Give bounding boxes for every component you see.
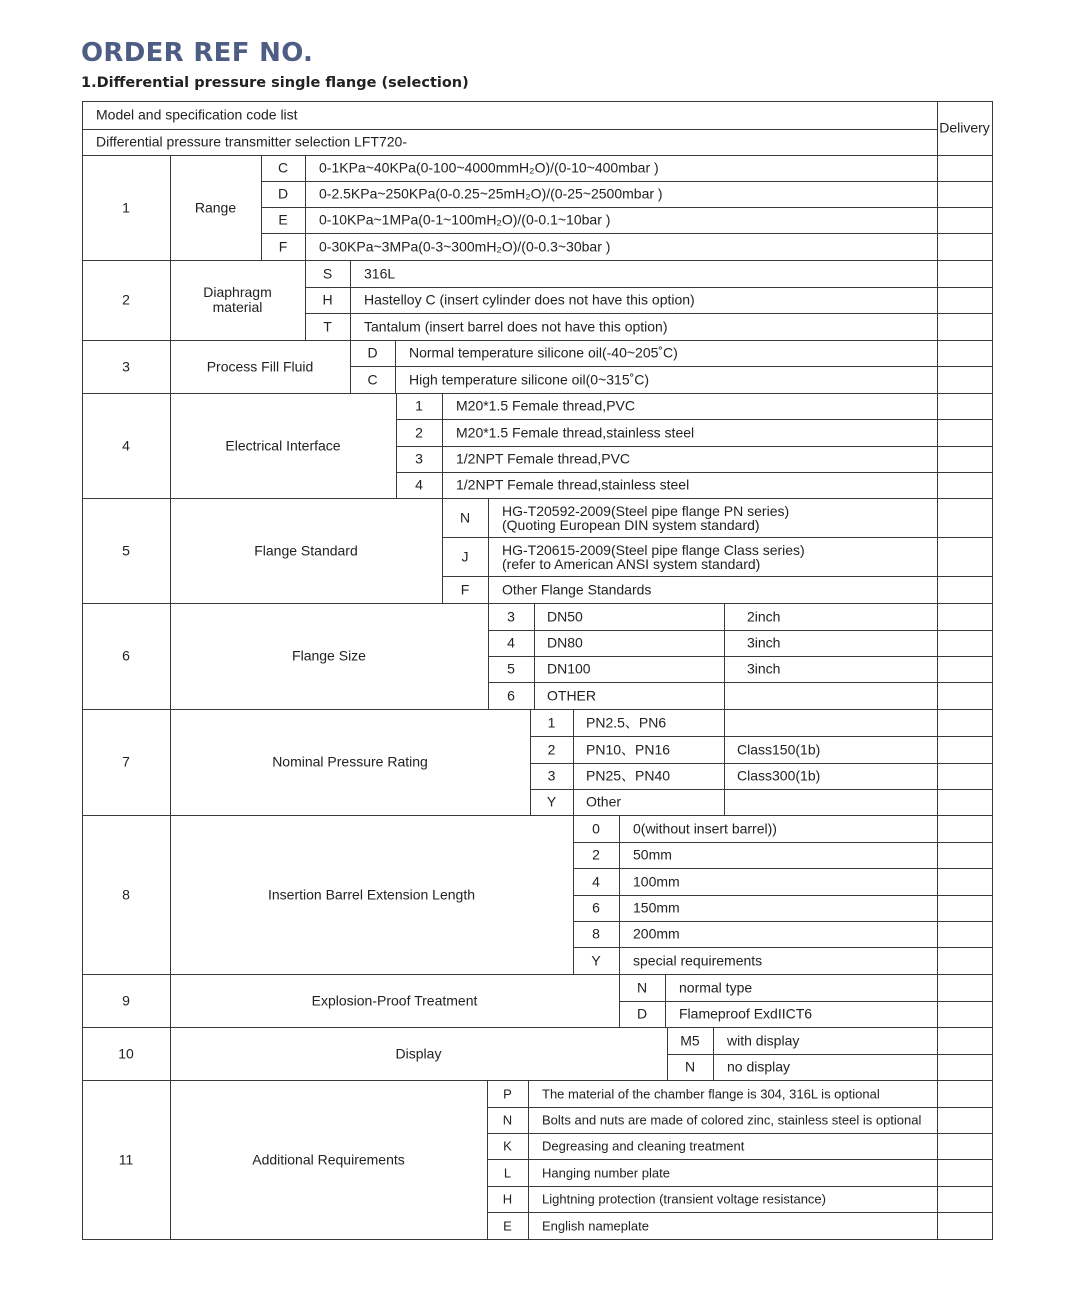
group-name: Flange Size [292, 647, 366, 664]
delivery-cell[interactable] [937, 155, 993, 182]
option-code: H [322, 291, 333, 308]
option-code: N [684, 1058, 696, 1075]
option-description: The material of the chamber flange is 304, 316L is optional [542, 1086, 880, 1101]
option-description: M20*1.5 Female thread,PVC [456, 397, 635, 414]
option-code: E [278, 211, 288, 228]
option-code: K [503, 1138, 512, 1154]
option-extra-cell [724, 682, 938, 710]
option-extra: 3inch [747, 660, 781, 677]
group-number: 5 [122, 542, 130, 558]
option-description: 200mm [633, 925, 680, 942]
group-name: Display [395, 1045, 442, 1061]
group-number: 7 [122, 753, 130, 770]
delivery-cell[interactable] [937, 921, 993, 948]
delivery-cell[interactable] [937, 419, 993, 447]
option-code: T [323, 318, 332, 334]
delivery-cell[interactable] [937, 1133, 993, 1160]
option-description: DN50 [547, 608, 583, 624]
option-code: 6 [592, 899, 600, 916]
group-name: Explosion-Proof Treatment [311, 992, 478, 1008]
option-description: 50mm [633, 846, 672, 863]
option-extra-cell [724, 789, 938, 816]
option-code: Y [546, 793, 557, 810]
option-extra: 2inch [747, 608, 781, 624]
option-description: HG-T20615-2009(Steel pipe flange Class series) (refer to American ANSI system standard) [502, 541, 805, 572]
delivery-cell[interactable] [937, 763, 993, 790]
option-extra: 3inch [747, 634, 781, 651]
group-name: Additional Requirements [252, 1151, 405, 1167]
option-code: D [367, 344, 378, 361]
option-description: DN80 [547, 634, 583, 651]
option-code: S [322, 265, 333, 281]
group-name: Diaphragm material [203, 284, 272, 315]
delivery-cell[interactable] [937, 815, 993, 843]
group-number: 2 [122, 291, 130, 308]
option-description: Normal temperature silicone oil(-40~205˚C) [409, 344, 678, 361]
option-code: 8 [592, 925, 600, 942]
delivery-cell[interactable] [937, 366, 993, 394]
option-code: 3 [415, 450, 423, 467]
option-description: normal type [679, 979, 753, 995]
option-description-cell [350, 260, 938, 288]
option-code: 6 [507, 687, 515, 703]
delivery-cell[interactable] [937, 789, 993, 816]
delivery-cell[interactable] [937, 340, 993, 367]
option-description: Other [586, 793, 622, 810]
option-code: F [460, 581, 470, 597]
option-description: English nameplate [542, 1218, 649, 1233]
option-code: 1 [547, 714, 556, 730]
group-number: 8 [122, 886, 130, 902]
delivery-cell[interactable] [937, 868, 993, 896]
header-selection: Differential pressure transmitter selection LFT720- [96, 133, 407, 150]
group-name: Process Fill Fluid [206, 358, 314, 374]
delivery-cell[interactable] [937, 207, 993, 234]
option-description: PN25、PN40 [586, 767, 671, 784]
delivery-cell[interactable] [937, 947, 993, 975]
delivery-cell[interactable] [937, 1186, 993, 1213]
delivery-cell[interactable] [937, 895, 993, 922]
delivery-cell[interactable] [937, 181, 993, 208]
option-description: High temperature silicone oil(0~315˚C) [409, 371, 650, 387]
option-description: 316L [364, 265, 396, 281]
delivery-cell[interactable] [937, 313, 993, 341]
option-code: 2 [415, 424, 423, 440]
option-code: 5 [507, 660, 515, 677]
group-name: Range [194, 199, 237, 215]
option-code: 3 [507, 608, 515, 624]
option-code: 4 [507, 634, 515, 651]
group-number: 1 [122, 199, 130, 215]
option-code: N [459, 509, 471, 525]
option-description: 150mm [633, 899, 680, 916]
delivery-cell[interactable] [937, 537, 993, 577]
group-name: Flange Standard [254, 542, 358, 558]
option-description: OTHER [547, 687, 596, 703]
delivery-cell[interactable] [937, 974, 993, 1002]
option-description: 0-2.5KPa~250KPa(0-0.25~25mH₂O)/(0-25~2500mbar ) [319, 185, 663, 202]
option-code: P [503, 1086, 512, 1101]
delivery-cell[interactable] [937, 1080, 993, 1108]
option-description: Bolts and nuts are made of colored zinc, stainless steel is optional [542, 1112, 922, 1128]
delivery-cell[interactable] [937, 630, 993, 657]
delivery-cell[interactable] [937, 1054, 993, 1081]
option-description: PN2.5、PN6 [586, 714, 667, 730]
delivery-cell[interactable] [937, 603, 993, 631]
option-description: with display [727, 1032, 800, 1048]
group-number: 6 [122, 647, 130, 664]
group-name: Insertion Barrel Extension Length [267, 886, 476, 902]
option-description: 0-10KPa~1MPa(0-1~100mH₂O)/(0-0.1~10bar ) [319, 211, 611, 228]
group-name: Electrical Interface [225, 437, 341, 453]
option-description: 1/2NPT Female thread,stainless steel [456, 476, 690, 493]
option-description: DN100 [547, 660, 591, 677]
option-description: 100mm [633, 873, 680, 889]
delivery-cell[interactable] [937, 656, 993, 683]
option-description: PN10、PN16 [586, 741, 671, 757]
section-subtitle: 1.Differential pressure single flange (selection) [81, 75, 469, 91]
delivery-cell[interactable] [937, 709, 993, 737]
option-description: 0-1KPa~40KPa(0-100~4000mmH₂O)/(0-10~400mbar ) [319, 159, 659, 176]
option-code: 0 [592, 820, 600, 836]
option-description: 1/2NPT Female thread,PVC [456, 450, 631, 467]
option-code: L [503, 1165, 512, 1180]
delivery-cell[interactable] [937, 393, 993, 420]
group-number: 9 [122, 992, 130, 1008]
option-code: 1 [415, 397, 423, 414]
option-description: M20*1.5 Female thread,stainless steel [456, 424, 695, 440]
delivery-cell[interactable] [937, 1159, 993, 1187]
option-code: J [461, 548, 469, 564]
delivery-cell[interactable] [937, 472, 993, 499]
delivery-cell[interactable] [937, 1027, 993, 1055]
group-name: Nominal Pressure Rating [272, 753, 428, 770]
delivery-cell[interactable] [937, 842, 993, 869]
option-description: no display [727, 1058, 791, 1075]
option-extra: Class150(1b) [737, 741, 821, 757]
option-description: Flameproof ExdIICT6 [679, 1005, 813, 1022]
option-description: Degreasing and cleaning treatment [542, 1138, 745, 1154]
option-code: 2 [592, 846, 600, 863]
option-code: 4 [415, 476, 423, 493]
option-code: C [277, 159, 289, 176]
option-code: N [636, 979, 648, 995]
option-description: Lightning protection (transient voltage resistance) [542, 1191, 826, 1207]
option-extra: Class300(1b) [737, 767, 821, 784]
group-number: 3 [122, 358, 130, 374]
page-title: ORDER REF NO. [81, 38, 314, 68]
delivery-cell[interactable] [937, 736, 993, 764]
option-code: E [503, 1218, 512, 1233]
option-code: D [636, 1005, 648, 1022]
delivery-cell[interactable] [937, 498, 993, 538]
option-code: Y [591, 952, 601, 968]
option-code: C [367, 371, 378, 387]
option-description: Hanging number plate [542, 1165, 670, 1180]
option-code: N [502, 1112, 513, 1128]
option-description: Hastelloy C (insert cylinder does not have this option) [364, 291, 695, 308]
delivery-cell[interactable] [937, 1001, 993, 1028]
option-code: M5 [680, 1032, 700, 1048]
option-code: D [277, 185, 289, 202]
option-code: 4 [592, 873, 600, 889]
group-number: 4 [122, 437, 130, 453]
delivery-cell[interactable] [937, 576, 993, 604]
option-code: H [502, 1191, 513, 1207]
option-code: 2 [547, 741, 556, 757]
delivery-cell[interactable] [937, 682, 993, 710]
group-number: 11 [118, 1151, 134, 1167]
option-code: F [278, 238, 288, 254]
option-description: 0(without insert barrel)) [633, 820, 777, 836]
header-title: Model and specification code list [96, 106, 298, 123]
delivery-cell[interactable] [937, 446, 993, 473]
option-extra-cell [724, 709, 938, 737]
delivery-cell[interactable] [937, 260, 993, 288]
delivery-cell[interactable] [937, 233, 993, 261]
option-description: Tantalum (insert barrel does not have this option) [364, 318, 668, 334]
option-description: Other Flange Standards [502, 581, 652, 597]
delivery-cell[interactable] [937, 1212, 993, 1240]
group-number: 10 [118, 1045, 134, 1061]
option-description: special requirements [633, 952, 763, 968]
option-description: HG-T20592-2009(Steel pipe flange PN series) (Quoting European DIN system standard) [502, 502, 790, 533]
delivery-cell[interactable] [937, 287, 993, 314]
delivery-label: Delivery [939, 119, 990, 136]
option-code: 3 [547, 767, 556, 784]
option-description: 0-30KPa~3MPa(0-3~300mH₂O)/(0-0.3~30bar ) [319, 238, 611, 254]
delivery-cell[interactable] [937, 1107, 993, 1134]
